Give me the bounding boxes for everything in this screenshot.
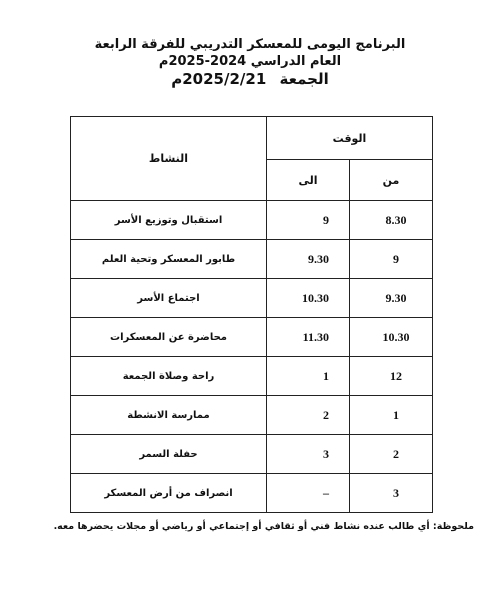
date-label: 2025/2/21م [171,70,267,88]
from-cell: 1 [350,396,433,435]
activity-cell: ممارسة الانشطة [71,396,267,435]
to-cell: 9.30 [267,240,350,279]
to-cell: – [267,474,350,513]
from-cell: 12 [350,357,433,396]
activity-header: النشاط [71,117,267,201]
table-row [71,474,433,513]
activity-cell: حفلة السمر [71,435,267,474]
footnote: ملحوظة: أي طالب عنده نشاط فني أو ثقافي أو إجتماعي أو رياضي أو مجلات يحضرها معه. [53,521,474,532]
to-cell: 9 [267,201,350,240]
table-row [71,279,433,318]
from-cell: 10.30 [350,318,433,357]
activity-cell: راحة وصلاة الجمعة [71,357,267,396]
table-row [71,240,433,279]
activity-cell: استقبال وتوزيع الأسر [71,201,267,240]
from-cell: 9 [350,240,433,279]
from-cell: 9.30 [350,279,433,318]
schedule-table [70,116,433,513]
activity-cell: انصراف من أرض المعسكر [71,474,267,513]
time-header: الوقت [267,117,433,160]
table-row [71,318,433,357]
program-title: البرنامج اليومى للمعسكر التدريبي للفرقة الرابعة [94,37,406,52]
from-cell: 8.30 [350,201,433,240]
table-row [71,357,433,396]
activity-cell: طابور المعسكر وتحية العلم [71,240,267,279]
from-cell: 3 [350,474,433,513]
schedule-body [71,201,433,513]
to-header: الى [267,160,350,201]
date-line [0,70,500,89]
day-label: الجمعة [279,70,329,88]
table-row [71,201,433,240]
academic-year: العام الدراسي 2024-2025م [158,54,342,69]
table-row [71,396,433,435]
from-header: من [350,160,433,201]
document-header [0,36,500,89]
to-cell: 2 [267,396,350,435]
to-cell: 11.30 [267,318,350,357]
to-cell: 3 [267,435,350,474]
to-cell: 1 [267,357,350,396]
from-cell: 2 [350,435,433,474]
to-cell: 10.30 [267,279,350,318]
activity-cell: محاضرة عن المعسكرات [71,318,267,357]
activity-cell: اجتماع الأسر [71,279,267,318]
table-row [71,435,433,474]
